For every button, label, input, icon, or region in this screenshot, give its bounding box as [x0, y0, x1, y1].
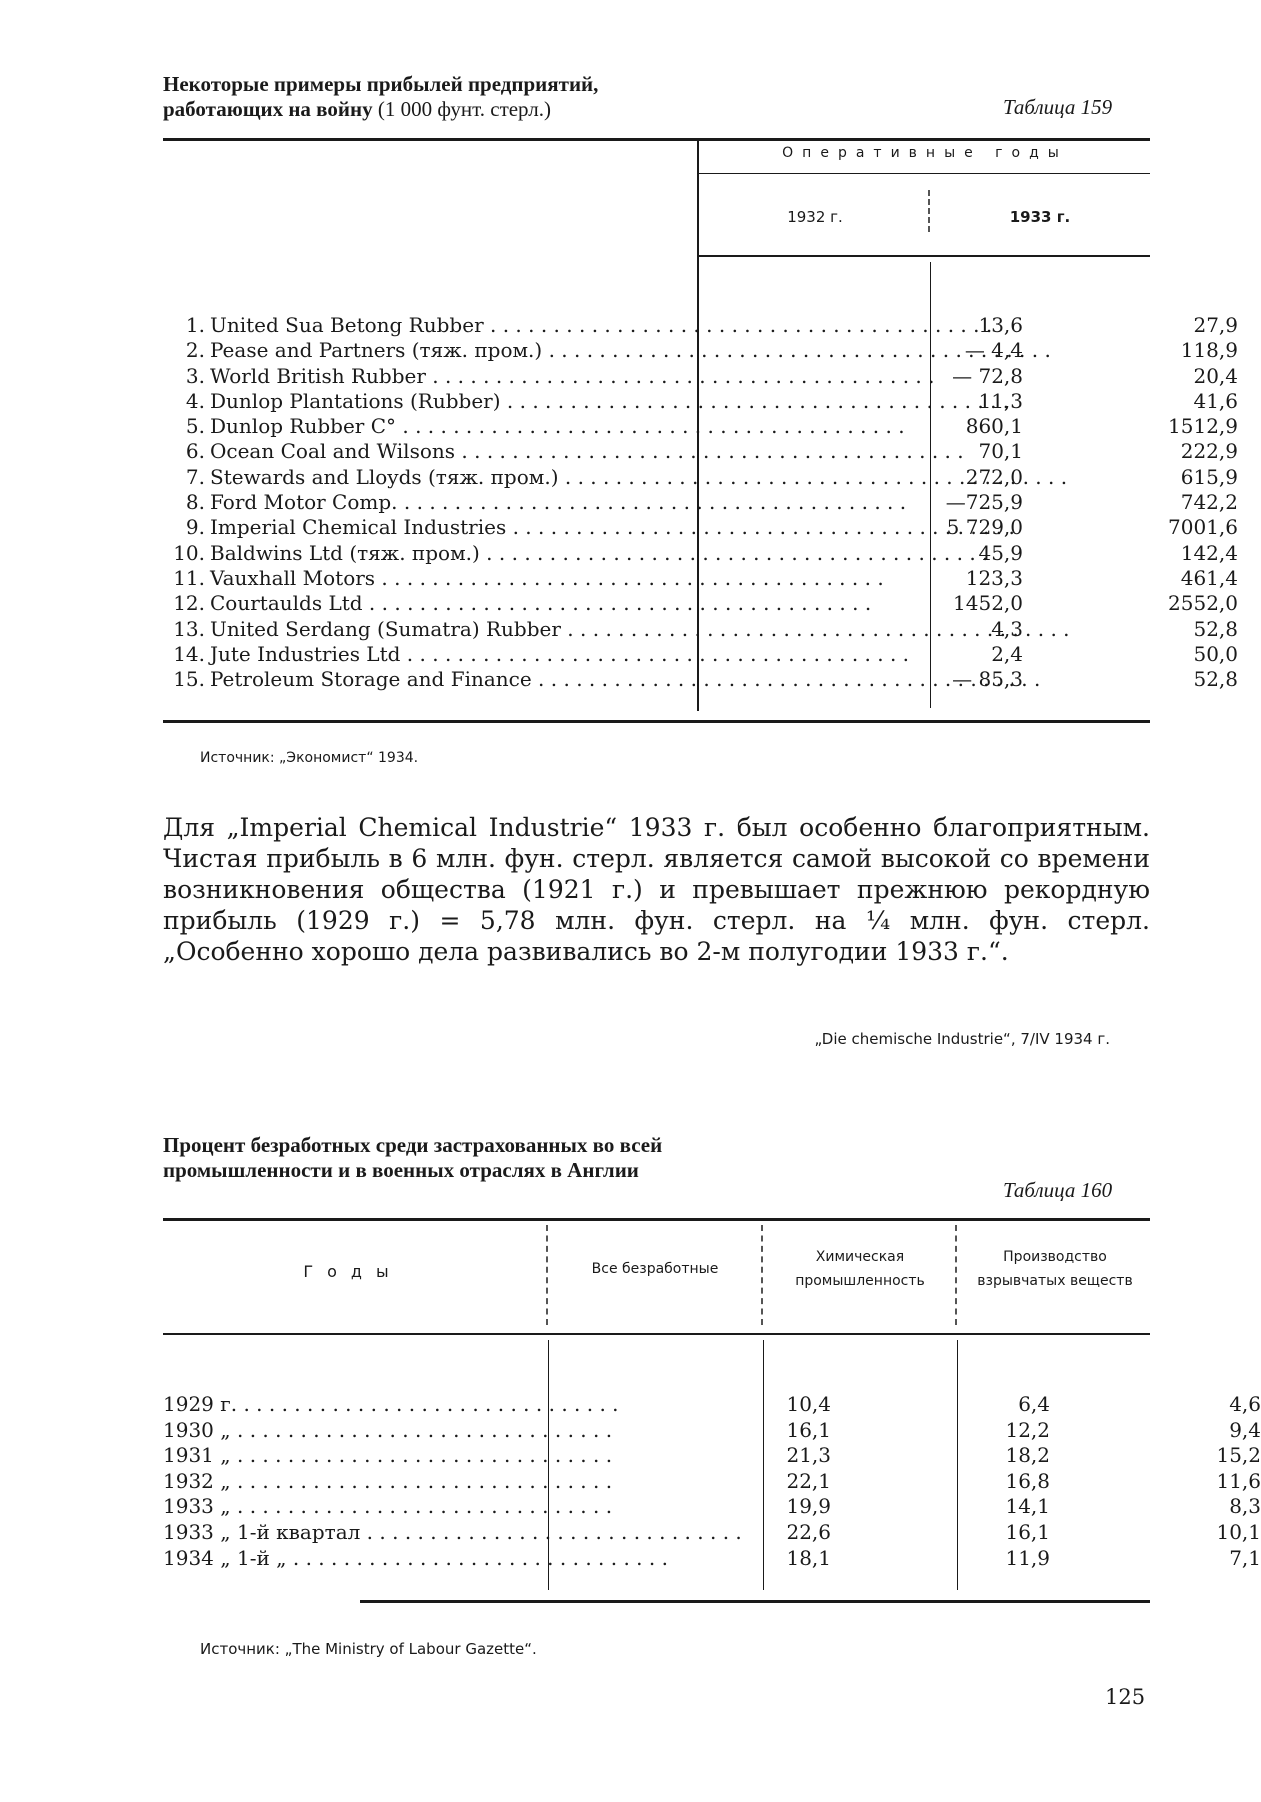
row-number: 7.	[185, 464, 205, 489]
year-label: 1930 „ . . .	[163, 1418, 543, 1444]
table-row	[163, 338, 1238, 363]
table-160-title	[163, 1133, 883, 1183]
table-159-title	[163, 72, 803, 122]
profit-1932: 123,3	[965, 565, 1023, 590]
table-160-col-divider-3	[955, 1225, 957, 1325]
table-row	[163, 1392, 1261, 1418]
company-name: Pease and Partners (тяж. пром.) . . .	[210, 338, 845, 363]
table-159-col-1933: 1933 г.	[1009, 208, 1071, 226]
table-160-bottom-rule	[360, 1600, 1150, 1603]
table-160-source: Источник: „The Ministry of Labour Gazette“.	[200, 1640, 537, 1658]
table-row	[163, 1443, 1261, 1469]
profit-1933: 615,9	[1180, 464, 1238, 489]
quote-source: „Die chemische Industrie“, 7/IV 1934 г.	[814, 1030, 1110, 1048]
company-name: United Sua Betong Rubber . . .	[210, 313, 845, 338]
profit-1932: 2,4	[991, 641, 1023, 666]
row-number: 5.	[185, 414, 205, 439]
row-number: 10.	[173, 540, 205, 565]
table-160-col-all: Все безработные	[591, 1261, 719, 1277]
table-row	[163, 464, 1238, 490]
table-row	[163, 515, 1238, 540]
profit-1932: — 4,4	[964, 338, 1023, 363]
unemployed-all: 22,6	[786, 1519, 831, 1544]
company-name: United Serdang (Sumatra) Rubber . . .	[210, 617, 845, 642]
table-160-body	[163, 1392, 1261, 1571]
unemployed-explosives: 10,1	[1216, 1519, 1261, 1544]
unemployed-explosives: 8,3	[1229, 1494, 1261, 1519]
table-160-title-line1: Процент безработных среди застрахованных во всей	[163, 1133, 663, 1157]
profit-1932: 13,6	[978, 313, 1023, 337]
row-number: 4.	[185, 388, 205, 413]
table-row	[163, 1545, 1261, 1572]
body-paragraph: Для „Imperial Chemical Industrie“ 1933 г. был особенно благоприятным. Чистая прибыль в 6 млн. фун. стерл. является самой высокой со времени возникновения общества (1921 г.) и превышает прежнюю рекордную прибыль (1929 г.) = 5,78 млн. фун. стерл. на ¼ млн. фун. стерл. „Особенно хорошо дела развивались во 2-м полугодии 1933 г.“.	[163, 813, 1150, 966]
profit-1932: 272,0	[965, 464, 1023, 489]
profit-1933: 461,4	[1180, 565, 1238, 590]
row-number: 15.	[173, 667, 205, 692]
table-row	[163, 490, 1238, 515]
company-name: Jute Industries Ltd . . .	[210, 642, 845, 667]
unemployed-all: 21,3	[786, 1443, 831, 1468]
company-name: Ford Motor Comp. . . .	[210, 490, 845, 515]
profit-1933: 27,9	[1193, 313, 1238, 337]
profit-1933: 20,4	[1193, 363, 1238, 388]
company-name: Baldwins Ltd (тяж. пром.) . . .	[210, 541, 845, 566]
row-number: 12.	[173, 591, 205, 616]
profit-1932: — 85,3	[952, 667, 1023, 692]
unemployed-all: 19,9	[786, 1494, 831, 1519]
unemployed-all: 16,1	[786, 1417, 831, 1442]
table-159-head-bottom-rule	[699, 255, 1150, 257]
profit-1933: 142,4	[1180, 540, 1238, 565]
company-name: Imperial Chemical Industries . . .	[210, 515, 845, 540]
year-label: 1932 „ . . .	[163, 1469, 543, 1495]
table-row	[163, 540, 1238, 566]
year-label: 1933 „ 1-й квартал . . .	[163, 1520, 543, 1546]
table-159-unit: (1 000 фунт. стерл.)	[377, 97, 552, 121]
table-159-bottom-rule	[163, 720, 1150, 723]
table-160-label: Таблица 160	[1003, 1178, 1113, 1202]
unemployed-explosives: 9,4	[1229, 1417, 1261, 1442]
table-160-top-rule	[163, 1218, 1150, 1221]
table-159-head-rule	[699, 173, 1150, 174]
table-row	[163, 641, 1238, 667]
row-number: 11.	[173, 565, 205, 590]
unemployed-explosives: 7,1	[1229, 1545, 1261, 1570]
profit-1932: 860,1	[965, 414, 1023, 439]
table-row	[163, 1494, 1261, 1520]
table-160-col-chemical: Химическая промышленность	[795, 1249, 925, 1289]
profit-1933: 2552,0	[1168, 591, 1238, 616]
table-160-head-years: Годы	[303, 1262, 403, 1281]
unemployed-all: 18,1	[786, 1545, 831, 1570]
profit-1933: 222,9	[1180, 439, 1238, 464]
company-name: Dunlop Rubber C° . . .	[210, 414, 845, 439]
page-number: 125	[1105, 1685, 1146, 1709]
row-number: 14.	[173, 641, 205, 666]
company-name: Vauxhall Motors . . .	[210, 566, 845, 591]
unemployed-all: 10,4	[786, 1392, 831, 1416]
table-row	[163, 363, 1238, 389]
profit-1933: 52,8	[1193, 667, 1238, 692]
profit-1932: —725,9	[945, 490, 1023, 515]
unemployed-chemical: 16,8	[1005, 1468, 1050, 1493]
table-159-head-years: Оперативные годы	[782, 145, 1068, 161]
profit-1932: — 72,8	[952, 363, 1023, 388]
table-160-col-divider-1	[546, 1225, 548, 1325]
unemployed-explosives: 15,2	[1216, 1443, 1261, 1468]
table-159-source: Источник: „Экономист“ 1934.	[200, 750, 419, 766]
profit-1933: 52,8	[1193, 616, 1238, 641]
unemployed-chemical: 18,2	[1005, 1443, 1050, 1468]
company-name: Courtaulds Ltd . . .	[210, 591, 845, 616]
table-160-col-divider-2	[761, 1225, 763, 1325]
table-row	[163, 388, 1238, 414]
table-159-title-line2: работающих на войну	[163, 97, 373, 121]
row-number: 9.	[185, 515, 205, 540]
row-number: 1.	[185, 313, 205, 337]
table-160-title-line2: промышленности и в военных отраслях в Англии	[163, 1158, 639, 1182]
table-row	[163, 1519, 1261, 1546]
table-row	[163, 313, 1238, 338]
table-160-col-explosives: Производство взрывчатых веществ	[977, 1249, 1133, 1289]
row-number: 8.	[185, 490, 205, 515]
year-label: 1929 г. . . .	[163, 1392, 543, 1418]
table-159-title-line1: Некоторые примеры прибылей предприятий,	[163, 72, 599, 96]
table-row	[163, 1417, 1261, 1444]
unemployed-explosives: 4,6	[1229, 1392, 1261, 1416]
table-159-body	[163, 313, 1238, 692]
row-number: 3.	[185, 363, 205, 388]
profit-1933: 7001,6	[1168, 515, 1238, 540]
table-row	[163, 667, 1238, 692]
profit-1933: 742,2	[1180, 490, 1238, 515]
unemployed-chemical: 12,2	[1005, 1417, 1050, 1442]
profit-1932: 1452,0	[953, 591, 1023, 616]
row-number: 6.	[185, 439, 205, 464]
profit-1933: 50,0	[1193, 641, 1238, 666]
table-row	[163, 439, 1238, 464]
table-159-col-1932: 1932 г.	[787, 208, 843, 226]
table-row	[163, 616, 1238, 642]
unemployed-chemical: 6,4	[1018, 1392, 1050, 1416]
table-row	[163, 591, 1238, 616]
year-label: 1933 „ . . .	[163, 1494, 543, 1520]
unemployed-all: 22,1	[786, 1468, 831, 1493]
company-name: Petroleum Storage and Finance . . .	[210, 667, 845, 692]
table-160-head-bottom-rule	[163, 1333, 1150, 1335]
profit-1932: 11,3	[978, 388, 1023, 413]
company-name: Dunlop Plantations (Rubber) . . .	[210, 389, 845, 414]
table-row	[163, 414, 1238, 439]
unemployed-chemical: 14,1	[1005, 1494, 1050, 1519]
profit-1932: 4,3	[991, 616, 1023, 641]
profit-1933: 1512,9	[1168, 414, 1238, 439]
table-159-label: Таблица 159	[1003, 95, 1113, 119]
unemployed-chemical: 16,1	[1005, 1519, 1050, 1544]
unemployed-chemical: 11,9	[1005, 1545, 1050, 1570]
profit-1932: 5 729,0	[946, 515, 1023, 540]
year-label: 1934 „ 1-й „ . . .	[163, 1546, 543, 1572]
profit-1933: 118,9	[1180, 338, 1238, 363]
profit-1932: 45,9	[978, 540, 1023, 565]
company-name: Stewards and Lloyds (тяж. пром.) . . .	[210, 465, 845, 490]
profit-1932: 70,1	[978, 439, 1023, 464]
row-number: 13.	[173, 616, 205, 641]
year-label: 1931 „ . . .	[163, 1443, 543, 1469]
row-number: 2.	[185, 338, 205, 363]
table-row	[163, 565, 1238, 591]
table-159-top-rule	[163, 138, 1150, 141]
company-name: World British Rubber . . .	[210, 364, 845, 389]
profit-1933: 41,6	[1193, 388, 1238, 413]
company-name: Ocean Coal and Wilsons . . .	[210, 439, 845, 464]
unemployed-explosives: 11,6	[1216, 1468, 1261, 1493]
table-row	[163, 1468, 1261, 1495]
